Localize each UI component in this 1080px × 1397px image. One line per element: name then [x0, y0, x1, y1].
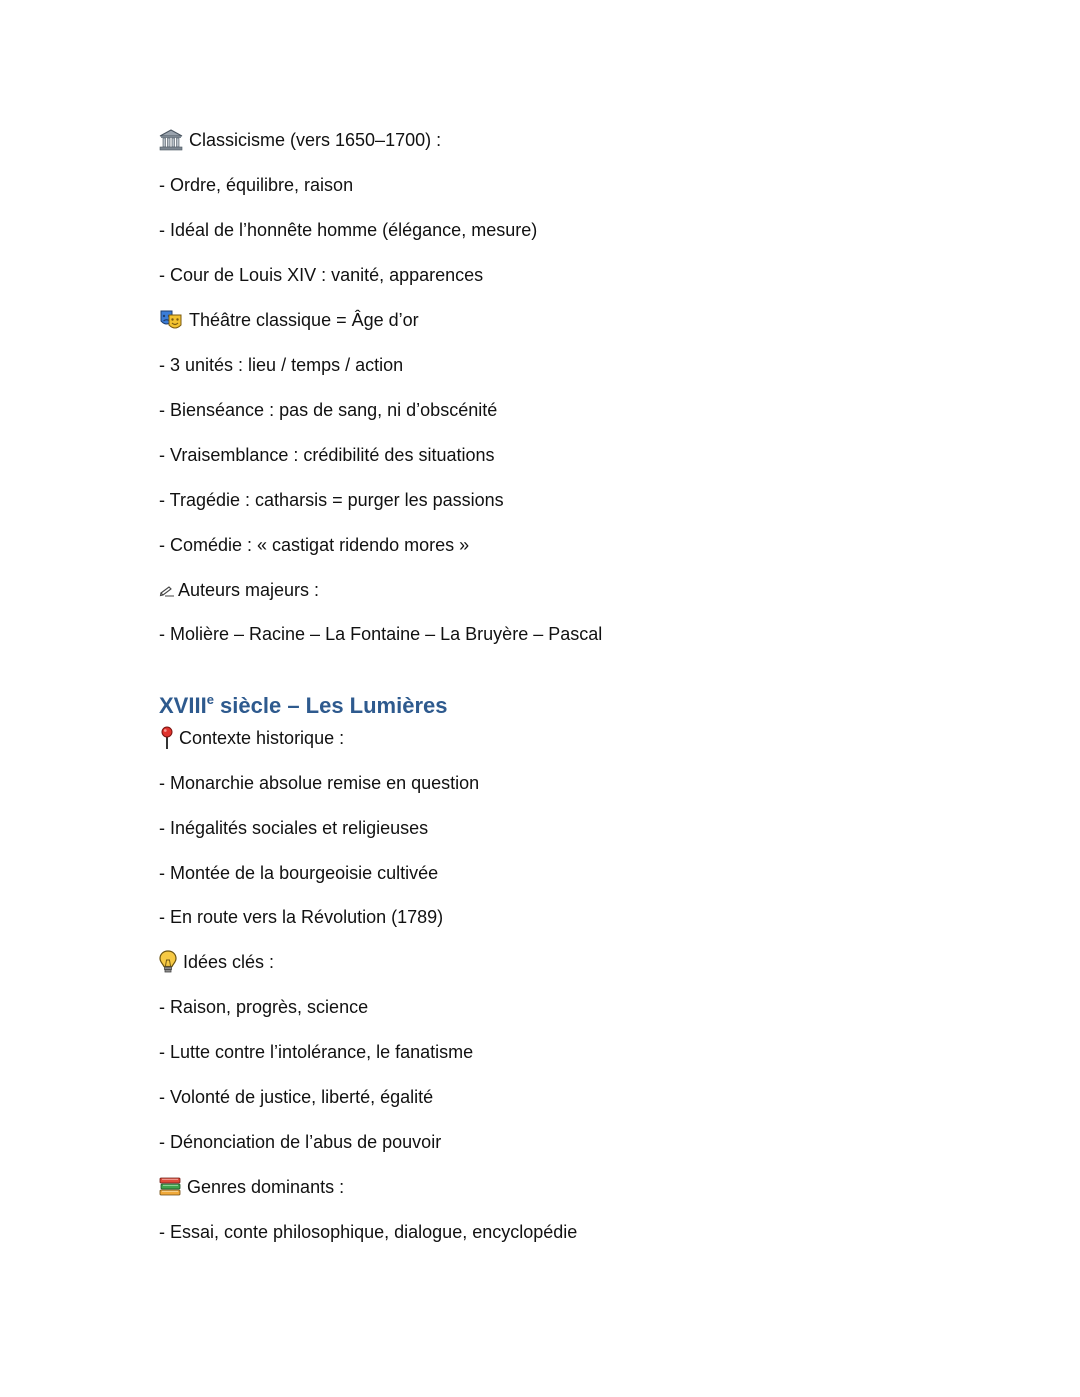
theater-masks-icon	[159, 308, 183, 332]
list-item: - Tragédie : catharsis = purger les passions	[159, 490, 504, 510]
list-item: - Essai, conte philosophique, dialogue, encyclopédie	[159, 1222, 578, 1242]
authors-title-text: Auteurs majeurs :	[178, 580, 320, 600]
heading-rest: siècle – Les Lumières	[213, 693, 448, 718]
theatre-title	[159, 308, 419, 332]
authors-title	[159, 578, 319, 602]
light-bulb-icon	[159, 950, 177, 974]
context-title	[159, 726, 344, 750]
list-item: - Cour de Louis XIV : vanité, apparences	[159, 265, 484, 285]
genres-title-text: Genres dominants :	[187, 1177, 345, 1197]
list-item: - Ordre, équilibre, raison	[159, 175, 354, 195]
list-item: - Idéal de l’honnête homme (élégance, mesure)	[159, 220, 538, 240]
list-item: - Montée de la bourgeoisie cultivée	[159, 863, 439, 883]
list-item: - Volonté de justice, liberté, égalité	[159, 1087, 434, 1107]
genres-title	[159, 1175, 344, 1199]
ideas-title-text: Idées clés :	[183, 952, 275, 972]
round-pushpin-icon	[159, 726, 175, 750]
context-title-text: Contexte historique :	[179, 728, 345, 748]
section-heading-lumieres	[159, 691, 448, 721]
heading-superscript: e	[206, 692, 214, 707]
writing-hand-icon	[159, 582, 175, 598]
list-item: - En route vers la Révolution (1789)	[159, 907, 444, 927]
list-item: - Bienséance : pas de sang, ni d’obscénité	[159, 400, 498, 420]
ideas-title	[159, 950, 274, 974]
classicisme-title	[159, 128, 441, 152]
theatre-title-text: Théâtre classique = Âge d’or	[189, 310, 419, 330]
classical-building-icon	[159, 128, 183, 152]
list-item: - 3 unités : lieu / temps / action	[159, 355, 404, 375]
list-item: - Molière – Racine – La Fontaine – La Bruyère – Pascal	[159, 624, 603, 644]
books-icon	[159, 1175, 181, 1199]
list-item: - Comédie : « castigat ridendo mores »	[159, 535, 470, 555]
list-item: - Inégalités sociales et religieuses	[159, 818, 429, 838]
list-item: - Vraisemblance : crédibilité des situations	[159, 445, 495, 465]
list-item: - Raison, progrès, science	[159, 997, 369, 1017]
list-item: - Lutte contre l’intolérance, le fanatisme	[159, 1042, 474, 1062]
classicisme-title-text: Classicisme (vers 1650–1700) :	[189, 130, 442, 150]
heading-prefix: XVIII	[159, 693, 207, 718]
list-item: - Monarchie absolue remise en question	[159, 773, 480, 793]
list-item: - Dénonciation de l’abus de pouvoir	[159, 1132, 442, 1152]
